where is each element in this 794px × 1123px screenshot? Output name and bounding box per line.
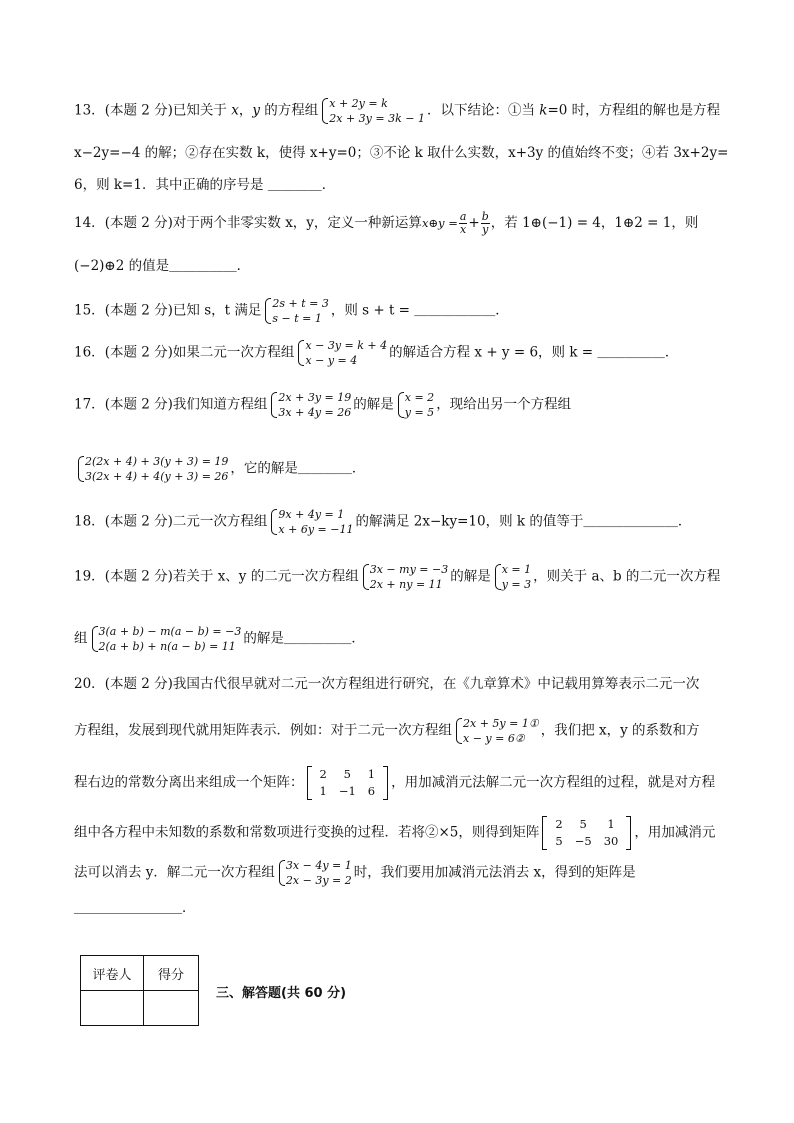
score-table-score-cell[interactable] xyxy=(144,991,199,1026)
q14-line1: 14．(本题 2 分)对于两个非零实数 x，y，定义一种新运算x⊕y = $\frac{a}{x}$ + $\frac{b}{y}$ ，若 1⊕(−1) = 4，1⊕2 = 1，则 xyxy=(74,210,699,236)
q16-line: 16．(本题 2 分)如果二元一次方程组 x − 3y = k + 4 x − y = 4 的解适合方程 x + y = 6，则 k = ＿＿＿＿＿． xyxy=(74,339,679,367)
q17-equation-system-2: 2(2x + 4) + 3(y + 3) = 19 3(2x + 4) + 4(y + 3) = 26 xyxy=(76,454,228,484)
q19-equation-system: 3x − my = −3 2x + ny = 11 xyxy=(361,562,448,592)
score-table-reviewer-cell[interactable] xyxy=(81,991,144,1026)
q19-line2: 组 3(a + b) − m(a − b) = −3 2(a + b) + n(a − b) = 11 的解是＿＿＿＿＿． xyxy=(74,625,365,653)
q19-equation-system-2: 3(a + b) − m(a − b) = −3 2(a + b) + n(a − b) = 11 xyxy=(90,624,242,654)
q17-line2: 2(2x + 4) + 3(y + 3) = 19 3(2x + 4) + 4(y + 3) = 26 ，它的解是＿＿＿＿． xyxy=(74,454,734,484)
q14-number: 14． xyxy=(74,215,105,231)
q20-line6: ＿＿＿＿＿＿＿＿． xyxy=(74,900,196,916)
q14-fraction-b-over-y: $\frac{b}{y}$ xyxy=(481,210,489,236)
score-table-score-header: 得分 xyxy=(144,956,199,991)
q20-line5: 法可以消去 y．解二元一次方程组 3x − 4y = 1 2x − 3y = 2 时，我们要用加减消元法消去 x，得到的矩阵是 xyxy=(74,859,636,887)
q14-fraction-a-over-x: $\frac{a}{x}$ xyxy=(459,210,467,236)
section-title: 三、解答题(共 60 分) xyxy=(216,986,347,1001)
q13-line3: 6，则 k=1．其中正确的序号是 ＿＿＿＿． xyxy=(74,177,336,193)
q17-equation-system: 2x + 3y = 19 3x + 4y = 26 xyxy=(269,390,351,420)
q20-equation-system-2: 3x − 4y = 1 2x − 3y = 2 xyxy=(277,858,352,888)
q16-equation-system: x − 3y = k + 4 x − y = 4 xyxy=(296,338,387,368)
q13-line2: x−2y=−4 的解；②存在实数 k，使得 x+y=0；③不论 k 取什么实数，x+3y 的值始终不变；④若 3x+2y= xyxy=(74,145,729,161)
q13-line1: 13．(本题 2 分)已知关于 x，y 的方程组 x + 2y = k 2x + 3y = 3k − 1 ．以下结论：①当 k=0 时，方程组的解也是方程 xyxy=(74,97,721,125)
q13-number: 13． xyxy=(74,102,105,119)
q13-tag: (本题 2 分) xyxy=(104,102,173,119)
q19-line1: 19．(本题 2 分)若关于 x、y 的二元一次方程组 3x − my = −3 2x + ny = 11 的解是 x = 1 y = 3 ，则关于 a、b 的二元一次方程 xyxy=(74,563,721,591)
q19-solution: x = 1 y = 3 xyxy=(493,562,531,592)
q18-line: 18．(本题 2 分)二元一次方程组 9x + 4y = 1 x + 6y = −11 的解满足 2x−ky=10，则 k 的值等于＿＿＿＿＿＿＿． xyxy=(74,508,692,536)
q17-solution: x = 2 y = 5 xyxy=(396,390,434,420)
q17-line1: 17．(本题 2 分)我们知道方程组 2x + 3y = 19 3x + 4y = 26 的解是 x = 2 y = 5 ，现给出另一个方程组 xyxy=(74,391,572,419)
q15-equation-system: 2s + t = 3 s − t = 1 xyxy=(263,296,328,326)
q20-line2: 方程组，发展到现代就用矩阵表示．例如：对于二元一次方程组 2x + 5y = 1① x − y = 6② ，我们把 x，y 的系数和方 xyxy=(74,717,700,745)
q18-equation-system: 9x + 4y = 1 x + 6y = −11 xyxy=(269,507,353,537)
q14-line2: (−2)⊕2 的值是＿＿＿＿＿． xyxy=(74,258,251,274)
q14-tag: (本题 2 分) xyxy=(104,215,173,231)
score-table xyxy=(80,955,199,1026)
q20-matrix-1: 2 5 1 1 −1 6 xyxy=(307,766,389,800)
q13-equation-system: x + 2y = k 2x + 3y = 3k − 1 xyxy=(320,96,425,126)
score-table-reviewer-header: 评卷人 xyxy=(81,956,144,991)
q20-equation-system: 2x + 5y = 1① x − y = 6② xyxy=(454,716,539,746)
q15-line: 15．(本题 2 分)已知 s，t 满足 2s + t = 3 s − t = 1 ，则 s + t = ＿＿＿＿＿＿． xyxy=(74,297,509,325)
q20-line3: 程右边的常数分离出来组成一个矩阵： 2 5 1 1 −1 6 ，用加减消元法解二元一次方程组的过程，就是对方程 xyxy=(74,767,716,798)
q20-line1: 20．(本题 2 分)我国古代很早就对二元一次方程组进行研究，在《九章算术》中记载用算筹表示二元一次 xyxy=(74,676,700,692)
q20-line4: 组中各方程中未知数的系数和常数项进行变换的过程．若将②×5，则得到矩阵 2 5 1 5 −5 30 ，用加减消元 xyxy=(74,817,716,848)
q20-matrix-2: 2 5 1 5 −5 30 xyxy=(542,816,631,850)
